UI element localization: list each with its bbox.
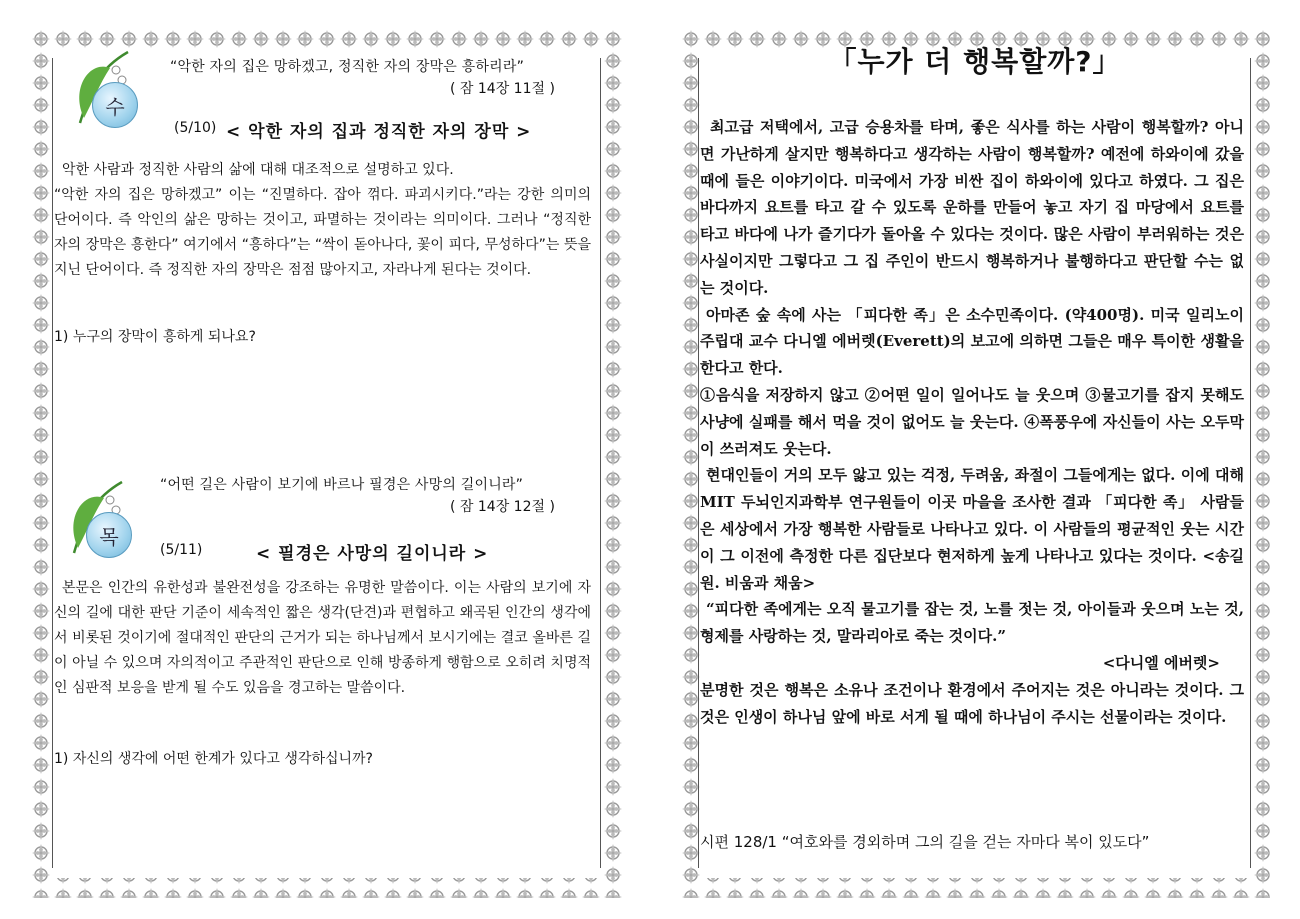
day-badge-friday: 목 — [86, 512, 132, 558]
body-paragraph: “악한 자의 집은 망하겠고” 이는 “진멸하다. 잡아 꺾다. 파괴시키다.”라는 강한 의미의 단어이다. 즉 악인의 삶은 망하는 것이고, 파멸하는 것이라는 의미이다. 그러나 “정직한 자의 장막은 흥한다” 여기에서 “흥하다”는 “싹이 돋아나다, 꽃이 피다, 무성하다”는 뜻을 지닌 단어이다. 즉 정직한 자의 장막은 점점 많아지고, 자라나게 된다는 것이다. — [54, 187, 591, 278]
essay-paragraph: 현대인들이 거의 모두 앓고 있는 걱정, 두려움, 좌절이 그들에게는 없다. 이에 대해 MIT 두뇌인지과학부 연구원들이 이곳 마을을 조사한 결과 「피다한 족」 사람들은 세상에서 가장 행복한 사람들로 나타나고 있다. 이 사람들의 평균적인 웃는 시간이 그 이전에 측정한 다른 집단보다 현저하게 높게 나타나고 있다는 것이다. <송길원. 비움과 채움> — [700, 466, 1244, 592]
section-heading: < 악한 자의 집과 정직한 자의 장막 > — [226, 122, 532, 142]
quote-attribution: <다니엘 에버렛> — [1102, 653, 1220, 672]
right-page — [680, 28, 1270, 898]
inner-border-left — [698, 58, 699, 868]
verse-reference: ( 잠 14장 12절 ) — [450, 499, 555, 515]
essay-paragraph: 최고급 저택에서, 고급 승용차를 타며, 좋은 식사를 하는 사람이 행복할까? 아니면 가난하게 살지만 행복하다고 생각하는 사람이 행복할까? 예전에 하와이에 갔을 때에 들은 이야기이다. 미국에서 가장 비싼 집이 하와이에 있다고 하였다. 그 집은 바다까지 요트를 타고 갈 수 있도록 운하를 만들어 놓고 자기 집 마당에서 요트를 타고 바다에 나가 즐기다가 돌아올 수 있다는 것이다. 많은 사람이 부러워하는 것은 사실이지만 그렇다고 그 집 주인이 반드시 행복하거나 불행하다고 판단할 수는 없는 것이다. — [700, 118, 1244, 297]
essay-conclusion: 분명한 것은 행복은 소유나 조건이나 환경에서 주어지는 것은 아니라는 것이다. 그것은 인생이 하나님 앞에 바로 서게 될 때에 하나님이 주시는 선물이라는 것이다. — [700, 680, 1244, 726]
verse-reference: ( 잠 14장 11절 ) — [450, 81, 555, 97]
day-badge-thursday: 수 — [92, 82, 138, 128]
inner-border-right — [1250, 58, 1251, 868]
essay-paragraph: 아마존 숲 속에 사는 「피다한 족」은 소수민족이다. (약400명). 미국 일리노이 주립대 교수 다니엘 에버렛(Everett)의 보고에 의하면 그들은 매우 특이한 생활을 한다고 한다. — [700, 305, 1244, 378]
body-paragraph: 악한 사람과 정직한 사람의 삶에 대해 대조적으로 설명하고 있다. — [62, 162, 454, 178]
essay-paragraph: “피다한 족에게는 오직 물고기를 잡는 것, 노를 젓는 것, 아이들과 웃으며 노는 것, 형제를 사랑하는 것, 말라리아로 죽는 것이다.” — [700, 600, 1244, 646]
section-body — [54, 158, 591, 283]
verse-quote: “악한 자의 집은 망하겠고, 정직한 자의 장막은 흥하리라” — [170, 59, 525, 75]
verse-quote: “어떤 길은 사람이 보기에 바르나 필경은 사망의 길이니라” — [160, 477, 524, 493]
reflection-question: 1) 누구의 장막이 흥하게 되나요? — [54, 329, 256, 345]
left-page — [30, 28, 622, 898]
inner-border-right — [600, 58, 601, 868]
psalm-verse: 시편 128/1 “여호와를 경외하며 그의 길을 걷는 자마다 복이 있도다” — [700, 833, 1150, 851]
date-label: (5/11) — [160, 542, 203, 558]
essay-paragraph: ①음식을 저장하지 않고 ②어떤 일이 일어나도 늘 웃으며 ③물고기를 잡지 못해도 사냥에 실패를 해서 먹을 것이 없어도 늘 웃는다. ④폭풍우에 자신들이 사는 오두막이 쓰러져도 웃는다. — [700, 385, 1244, 458]
section-heading: < 필경은 사망의 길이니라 > — [256, 544, 489, 564]
page-title: 「누가 더 행복할까?」 — [828, 45, 1122, 78]
date-label: (5/10) — [174, 120, 217, 136]
inner-border-left — [52, 58, 53, 868]
essay-body — [700, 114, 1244, 730]
section-body: 본문은 인간의 유한성과 불완전성을 강조하는 유명한 말씀이다. 이는 사람의 보기에 자신의 길에 대한 판단 기준이 세속적인 짧은 생각(단견)과 편협하고 왜곡된 인간의 생각에서 비롯된 것이기에 절대적인 판단의 근거가 되는 하나님께서 보시기에는 결코 올바른 길이 아닐 수 있으며 자의적이고 주관적인 판단으로 인해 방종하게 행함으로 오히려 치명적인 심판적 보응을 받게 될 수도 있음을 경고하는 말씀이다. — [54, 580, 591, 696]
reflection-question: 1) 자신의 생각에 어떤 한계가 있다고 생각하십니까? — [54, 751, 373, 767]
